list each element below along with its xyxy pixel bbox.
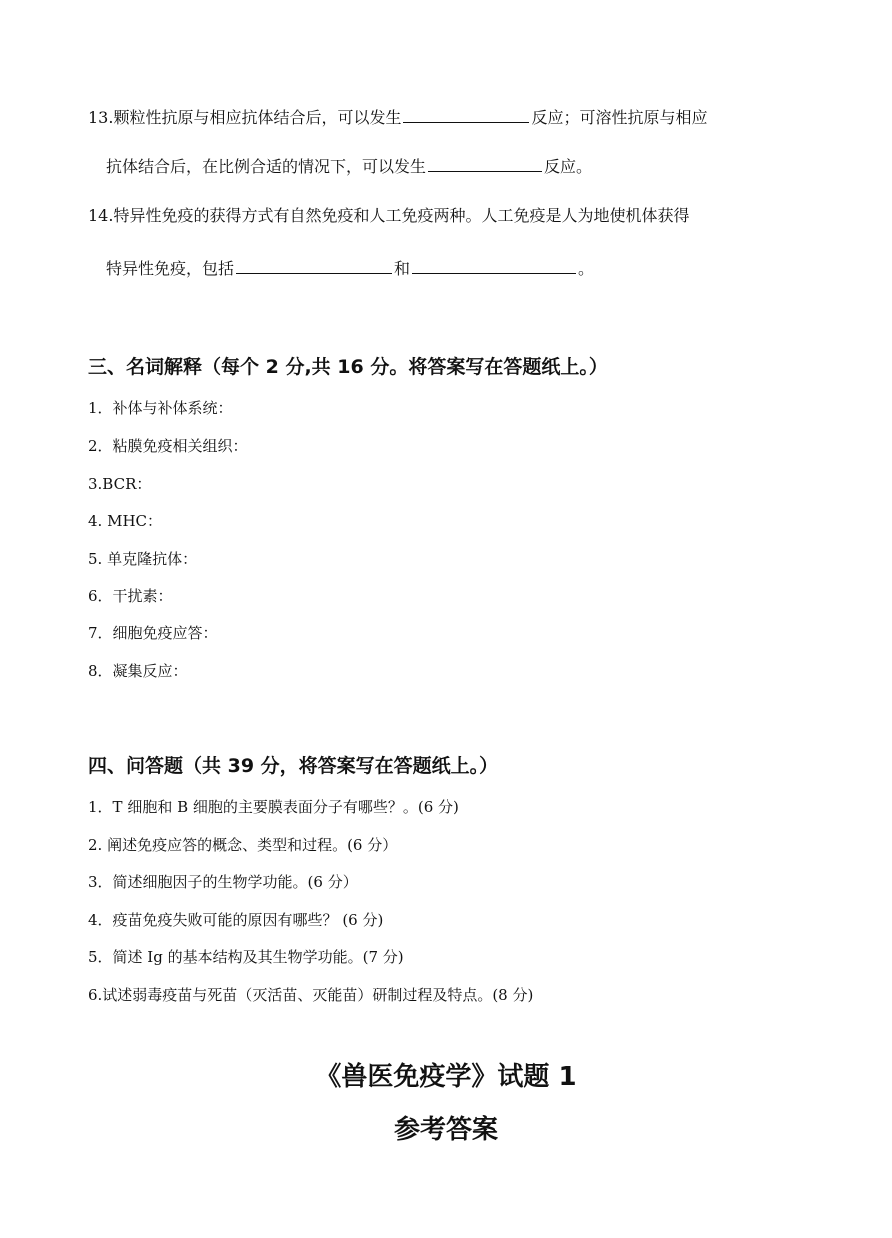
question-item: 2. 阐述免疫应答的概念、类型和过程。(6 分） [88,836,398,854]
term-item: 6．干扰素： [88,587,173,605]
term-item: 1．补体与补体系统： [88,399,233,417]
question-13-text-c: 抗体结合后，在比例合适的情况下，可以发生 [106,157,427,176]
question-14-text-a: 14.特异性免疫的获得方式有自然免疫和人工免疫两种。人工免疫是人为地使机体获得 [88,206,690,225]
question-14-text-c: 和 [394,259,411,278]
question-14-line-2 [106,257,594,280]
question-14-line-1 [88,205,689,227]
answer-key-title: 《兽医免疫学》试题 1 [315,1062,577,1092]
question-14-text-b: 特异性免疫，包括 [106,259,235,278]
question-14-text-d: 。 [578,259,595,278]
question-item: 6.试述弱毒疫苗与死苗（灭活苗、灭能苗）研制过程及特点。(8 分) [88,986,534,1004]
section-4-heading: 四、问答题（共 39 分，将答案写在答题纸上。） [88,755,499,777]
question-13-text-b: 反应；可溶性抗原与相应 [531,108,708,127]
question-item: 5．简述 Ig 的基本结构及其生物学功能。(7 分) [88,948,404,966]
answer-blank [412,257,576,274]
term-item: 8．凝集反应： [88,662,188,680]
question-item: 4．疫苗免疫失败可能的原因有哪些？ (6 分) [88,911,384,929]
term-item: 5. 单克隆抗体： [88,550,198,568]
question-13-line-1 [88,106,707,129]
answer-key-subtitle: 参考答案 [393,1115,498,1145]
section-3-heading: 三、名词解释（每个 2 分,共 16 分。将答案写在答题纸上。） [88,356,608,378]
term-item: 3.BCR： [88,475,152,493]
question-13-line-2 [106,155,592,178]
question-item: 3．简述细胞因子的生物学功能。(6 分） [88,873,358,891]
answer-blank [428,155,542,172]
answer-blank [403,106,529,123]
term-item: 2．粘膜免疫相关组织： [88,437,248,455]
question-13-text-d: 反应。 [544,157,593,176]
term-item: 7．细胞免疫应答： [88,624,218,642]
answer-blank [236,257,392,274]
question-13-text-a: 13.颗粒性抗原与相应抗体结合后，可以发生 [88,108,402,127]
term-item: 4. MHC： [88,512,162,530]
question-item: 1．T 细胞和 B 细胞的主要膜表面分子有哪些？。(6 分) [88,798,459,816]
